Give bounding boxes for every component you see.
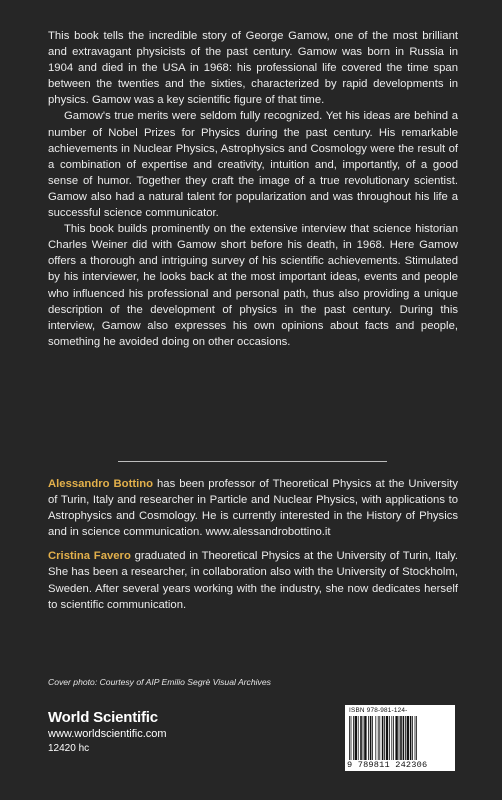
cover-photo-credit: Cover photo: Courtesy of AIP Emilio Segrè Visual Archives (48, 677, 271, 687)
author-bios (48, 476, 458, 621)
product-code: 12420 hc (48, 743, 90, 754)
isbn-label: ISBN 978-981-124- (349, 707, 408, 714)
barcode-bar (379, 716, 380, 760)
section-divider (118, 461, 387, 462)
publisher-url: www.worldscientific.com (48, 728, 167, 740)
barcode-bar (405, 716, 406, 760)
barcode-bar (375, 716, 376, 760)
barcode-bar (389, 716, 390, 760)
isbn-barcode (345, 705, 455, 771)
barcode-bar (395, 716, 397, 760)
author-bio-bottino (48, 476, 458, 540)
barcode-bar (351, 716, 352, 760)
barcode-bar (416, 716, 417, 760)
publisher-name: World Scientific (48, 709, 158, 726)
author-name: Cristina Favero (48, 550, 131, 563)
barcode-bar (378, 716, 379, 760)
description-paragraph-3: This book builds prominently on the extensive interview that science historian Charles Weiner did with Gamow short before his death, in 1968. Here Gamow offers a thorough and intriguing survey of his scientific achievements. Stimulated by his interviewer, he looks back at the most important ideas, events and people who influenced his professional and personal path, thus also providing a unique description of the development of physics in the past century. During this interview, Gamow also expresses his own opinions about facts and people, something he avoided doing on other occasions. (48, 223, 458, 348)
barcode-bar (370, 716, 372, 760)
barcode-bar (403, 716, 405, 760)
barcode-bar (407, 716, 409, 760)
barcode-bar (382, 716, 384, 760)
barcode-bar (372, 716, 373, 760)
barcode-bar (363, 716, 364, 760)
barcode-bar (400, 716, 402, 760)
barcode-bar (393, 716, 394, 760)
barcode-bar (368, 716, 369, 760)
barcode-bar (386, 716, 388, 760)
barcode-digits: 9 789811 242306 (347, 760, 428, 770)
barcode-bar (391, 716, 392, 760)
barcode-bar (358, 716, 359, 760)
author-bio-favero (48, 548, 458, 612)
barcode-bar (355, 716, 357, 760)
barcode-bar (364, 716, 366, 760)
author-bio-text: has been professor of Theoretical Physics at the University of Turin, Italy and researcher in Particle and Nuclear Physics, with applications to Astrophysics and Cosmology. He is currently interested in the History of Physics and in science communication. www.alessandrobottino.it (48, 478, 459, 539)
description-paragraph-1: This book tells the incredible story of George Gamow, one of the most brilliant and extravagant physicists of the past century. Gamow was born in Russia in 1904 and died in the USA in 1968: his professional life covered the time span between the twenties and the sixties, characterized by rapid developments in physics. Gamow was a key scientific figure of that time. (48, 30, 458, 107)
barcode-bar (360, 716, 362, 760)
barcode-bars (349, 716, 451, 760)
publisher-block (48, 708, 167, 756)
book-description (48, 28, 458, 350)
author-name: Alessandro Bottino (48, 478, 154, 490)
author-bio-text: graduated in Theoretical Physics at the University of Turin, Italy. She has been a researcher, in collaboration also with the University of Stockholm, Sweden. After several years working with the industry, she now dedicates herself to scientific communication. (48, 550, 458, 611)
barcode-bar (349, 716, 350, 760)
barcode-bar (384, 716, 385, 760)
barcode-bar (399, 716, 400, 760)
barcode-bar (353, 716, 354, 760)
barcode-bar (415, 716, 416, 760)
barcode-bar (410, 716, 412, 760)
barcode-bar (412, 716, 413, 760)
description-paragraph-2: Gamow's true merits were seldom fully recognized. Yet his ideas are behind a number of Nobel Prizes for Physics during the past century. His remarkable achievements in Nuclear Physics, Astrophysics and Cosmology were the result of a combination of expertise and creativity, intuition and, importantly, of a good sense of humor. Together they craft the image of a true revolutionary scientist. Gamow also had a natural talent for popularization and was throughout his life a successful science communicator. (48, 110, 458, 220)
